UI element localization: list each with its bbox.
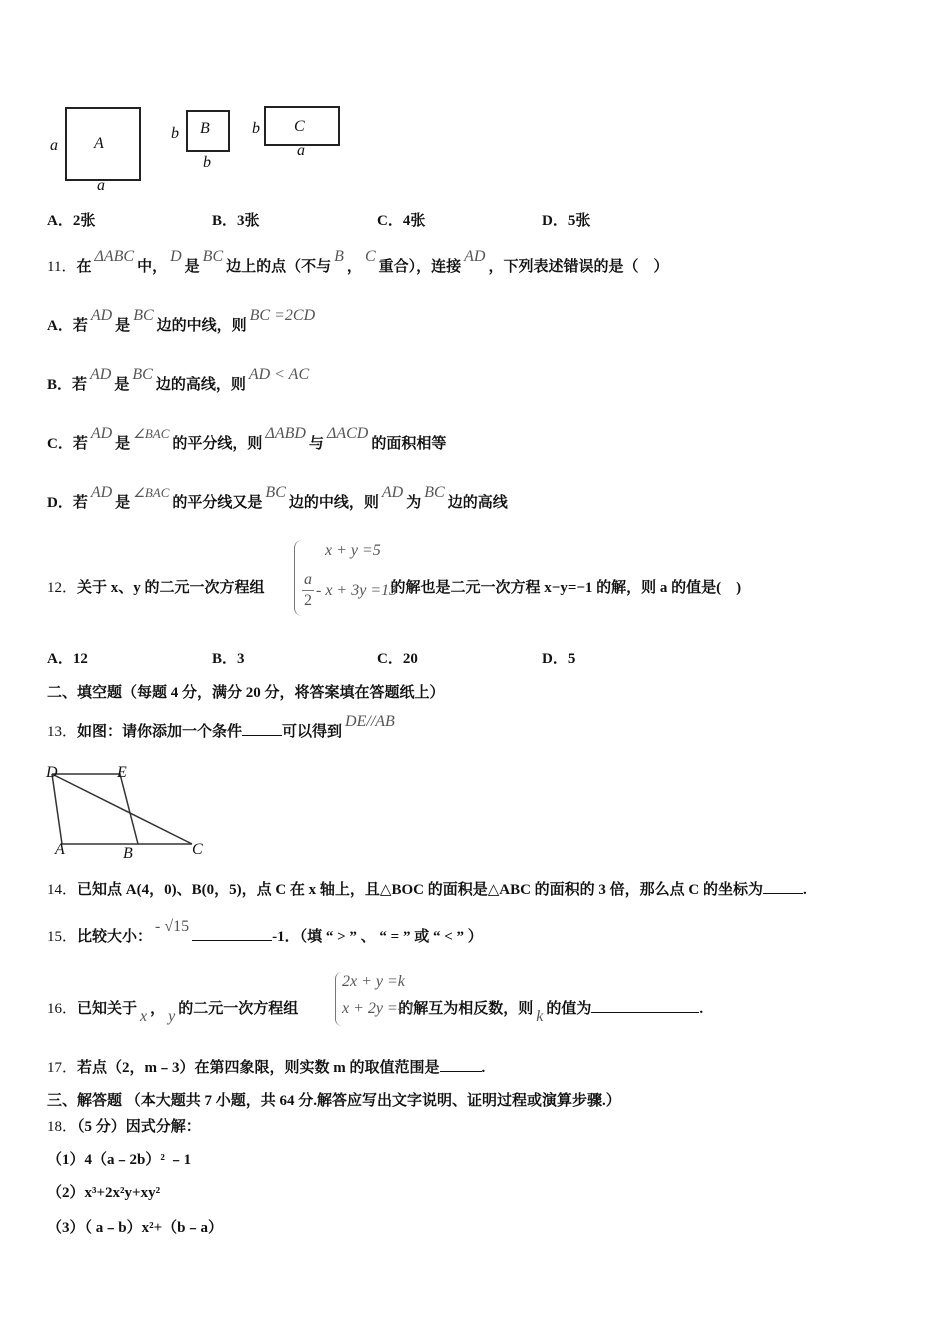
option-b[interactable]: B．3	[212, 651, 245, 667]
q-number: 13．	[47, 724, 78, 740]
equation-2: - x + 3y =13	[316, 582, 398, 599]
option-d[interactable]: D．5	[542, 651, 576, 667]
option-c[interactable]: C．20	[377, 651, 418, 667]
math: AD	[464, 248, 486, 265]
math: BC	[132, 366, 153, 383]
text: ，	[150, 1001, 166, 1017]
q-number: 18．	[47, 1119, 78, 1135]
answer-blank[interactable]	[763, 879, 803, 894]
section-2-heading: 二、填空题（每题 4 分，满分 20 分，将答案填在答题纸上）	[47, 685, 445, 701]
text: 关于 x、y 的二元一次方程组	[77, 580, 265, 596]
q11-option-b[interactable]	[47, 366, 312, 395]
equation-1: 2x + y =k	[342, 973, 405, 990]
q14	[47, 879, 807, 900]
q-number: 14．	[47, 882, 78, 898]
math: ∠BAC	[133, 485, 170, 500]
q17	[47, 1057, 485, 1078]
label-b-rect: b	[252, 120, 260, 137]
option-b[interactable]: B．3张	[212, 213, 260, 229]
text: 比较大小：	[77, 929, 153, 945]
q-number: 11．	[47, 259, 77, 275]
equation-1: x + y =5	[325, 542, 381, 559]
math: D	[170, 248, 182, 265]
math: AD	[90, 484, 113, 501]
math: AD	[90, 366, 112, 383]
text: 边的中线，则	[288, 495, 379, 511]
fraction-bar	[302, 590, 314, 591]
text: 若点（2，m﹣3）在第四象限，则实数 m 的取值范围是	[77, 1060, 440, 1076]
math: x	[140, 1008, 148, 1025]
equation-2: x + 2y =- 1	[342, 1000, 416, 1017]
q-number: 15．	[47, 929, 78, 945]
text: 重合），连接	[378, 259, 462, 275]
section-3-heading: 三、解答题 （本大题共 7 小题，共 64 分.解答应写出文字说明、证明过程或演算步骤.）	[47, 1093, 621, 1109]
text: 的二元一次方程组	[178, 1001, 299, 1017]
text: 已知关于	[77, 1001, 138, 1017]
parallelogram	[52, 774, 138, 844]
option-d[interactable]: D．5张	[542, 213, 591, 229]
text: 中，	[137, 259, 168, 275]
text: 的解互为相反数，则	[398, 1001, 534, 1017]
answer-blank[interactable]	[242, 721, 282, 736]
text: 可以得到	[282, 724, 343, 740]
math: AD	[90, 307, 113, 324]
text: 已知点 A(4，0)、B(0，5)，点 C 在 x 轴上，且△BOC 的面积是△ABC 的面积的 3 倍，那么点 C 的坐标为	[77, 882, 763, 898]
label-b-side: b	[171, 125, 179, 142]
text: 是	[115, 318, 131, 334]
label-B: B	[123, 845, 133, 862]
math: ∠BAC	[133, 426, 170, 441]
text: 与	[308, 436, 324, 452]
label-A: A	[55, 841, 65, 858]
text: D．若	[47, 495, 88, 511]
answer-blank[interactable]	[591, 998, 699, 1013]
option-c[interactable]: C．4张	[377, 213, 426, 229]
q-number: 12．	[47, 580, 78, 596]
fraction	[302, 572, 314, 609]
label-a-side: a	[50, 137, 58, 154]
math: - √15	[155, 918, 190, 935]
math: AD	[90, 425, 113, 442]
math: BC	[265, 484, 286, 501]
text: -1．（填 “ > ” 、 “ = ” 或 “ < ” ）	[272, 929, 483, 945]
denominator: 2	[304, 592, 312, 609]
text: 的解也是二元一次方程 x−y=−1 的解，则 a 的值是( )	[390, 580, 742, 596]
text: A．若	[47, 318, 88, 334]
text: ，	[346, 259, 362, 275]
answer-blank[interactable]	[440, 1057, 482, 1072]
label-B: B	[200, 120, 210, 137]
q11-option-c[interactable]	[47, 425, 447, 454]
text: 在	[76, 259, 92, 275]
q18-stem	[47, 1117, 201, 1137]
q18-item-3: （3）（ a﹣b）x²+（b﹣a）	[47, 1220, 223, 1236]
numerator: a	[304, 571, 312, 588]
math: DE//AB	[345, 713, 395, 730]
math: k	[536, 1008, 544, 1025]
text: ，下列表述错误的是（ ）	[488, 259, 669, 275]
label-E: E	[117, 764, 127, 781]
text: 的面积相等	[371, 436, 447, 452]
text: 是	[184, 259, 200, 275]
label-C: C	[192, 841, 203, 858]
text: 如图：请你添加一个条件	[77, 724, 243, 740]
label-a-rect: a	[297, 142, 305, 159]
text: C．若	[47, 436, 88, 452]
label-a-bottom: a	[97, 177, 105, 194]
q-number: 17．	[47, 1060, 78, 1076]
math: BC =2CD	[249, 307, 316, 324]
text: 为	[406, 495, 422, 511]
math: BC	[133, 307, 154, 324]
text: 的值为	[546, 1001, 592, 1017]
math: ΔABC	[94, 248, 135, 265]
q-number: 16．	[47, 1001, 78, 1017]
option-a[interactable]: A．12	[47, 651, 88, 667]
label-A: A	[94, 135, 104, 152]
text: 边的高线	[447, 495, 508, 511]
label-C: C	[294, 118, 305, 135]
text: （5 分）因式分解：	[77, 1119, 201, 1135]
label-b-bottom: b	[203, 154, 211, 171]
text: B．若	[47, 377, 88, 393]
text: 的平分线，则	[172, 436, 263, 452]
text: 边的高线，则	[155, 377, 246, 393]
math: C	[364, 248, 376, 265]
label-D: D	[46, 764, 58, 781]
math: AD < AC	[248, 366, 310, 383]
math: BC	[424, 484, 445, 501]
answer-blank[interactable]	[192, 926, 272, 941]
text: 边的中线，则	[156, 318, 247, 334]
q18-item-2: （2）x³+2x²y+xy²	[47, 1185, 161, 1201]
q15	[47, 918, 483, 947]
q18-item-1: （1）4（a﹣2b）² ﹣1	[47, 1152, 192, 1168]
text: 是	[115, 436, 131, 452]
equation-brace	[335, 972, 342, 1026]
q13-stem	[47, 713, 398, 742]
math: BC	[202, 248, 224, 265]
option-a[interactable]: A．2张	[47, 213, 96, 229]
q11-option-d[interactable]	[47, 484, 508, 513]
math: B	[334, 248, 344, 265]
text: .	[699, 1001, 704, 1017]
text: .	[803, 882, 807, 898]
q11-stem	[47, 248, 669, 277]
math: ΔABD	[265, 425, 306, 442]
math: y	[168, 1008, 176, 1025]
text: 边上的点（不与	[226, 259, 332, 275]
text: 的平分线又是	[172, 495, 263, 511]
q11-option-a[interactable]	[47, 307, 318, 336]
text: 是	[114, 377, 130, 393]
text: 是	[115, 495, 131, 511]
text: .	[481, 1060, 486, 1076]
math: AD	[381, 484, 404, 501]
math: ΔACD	[326, 425, 369, 442]
